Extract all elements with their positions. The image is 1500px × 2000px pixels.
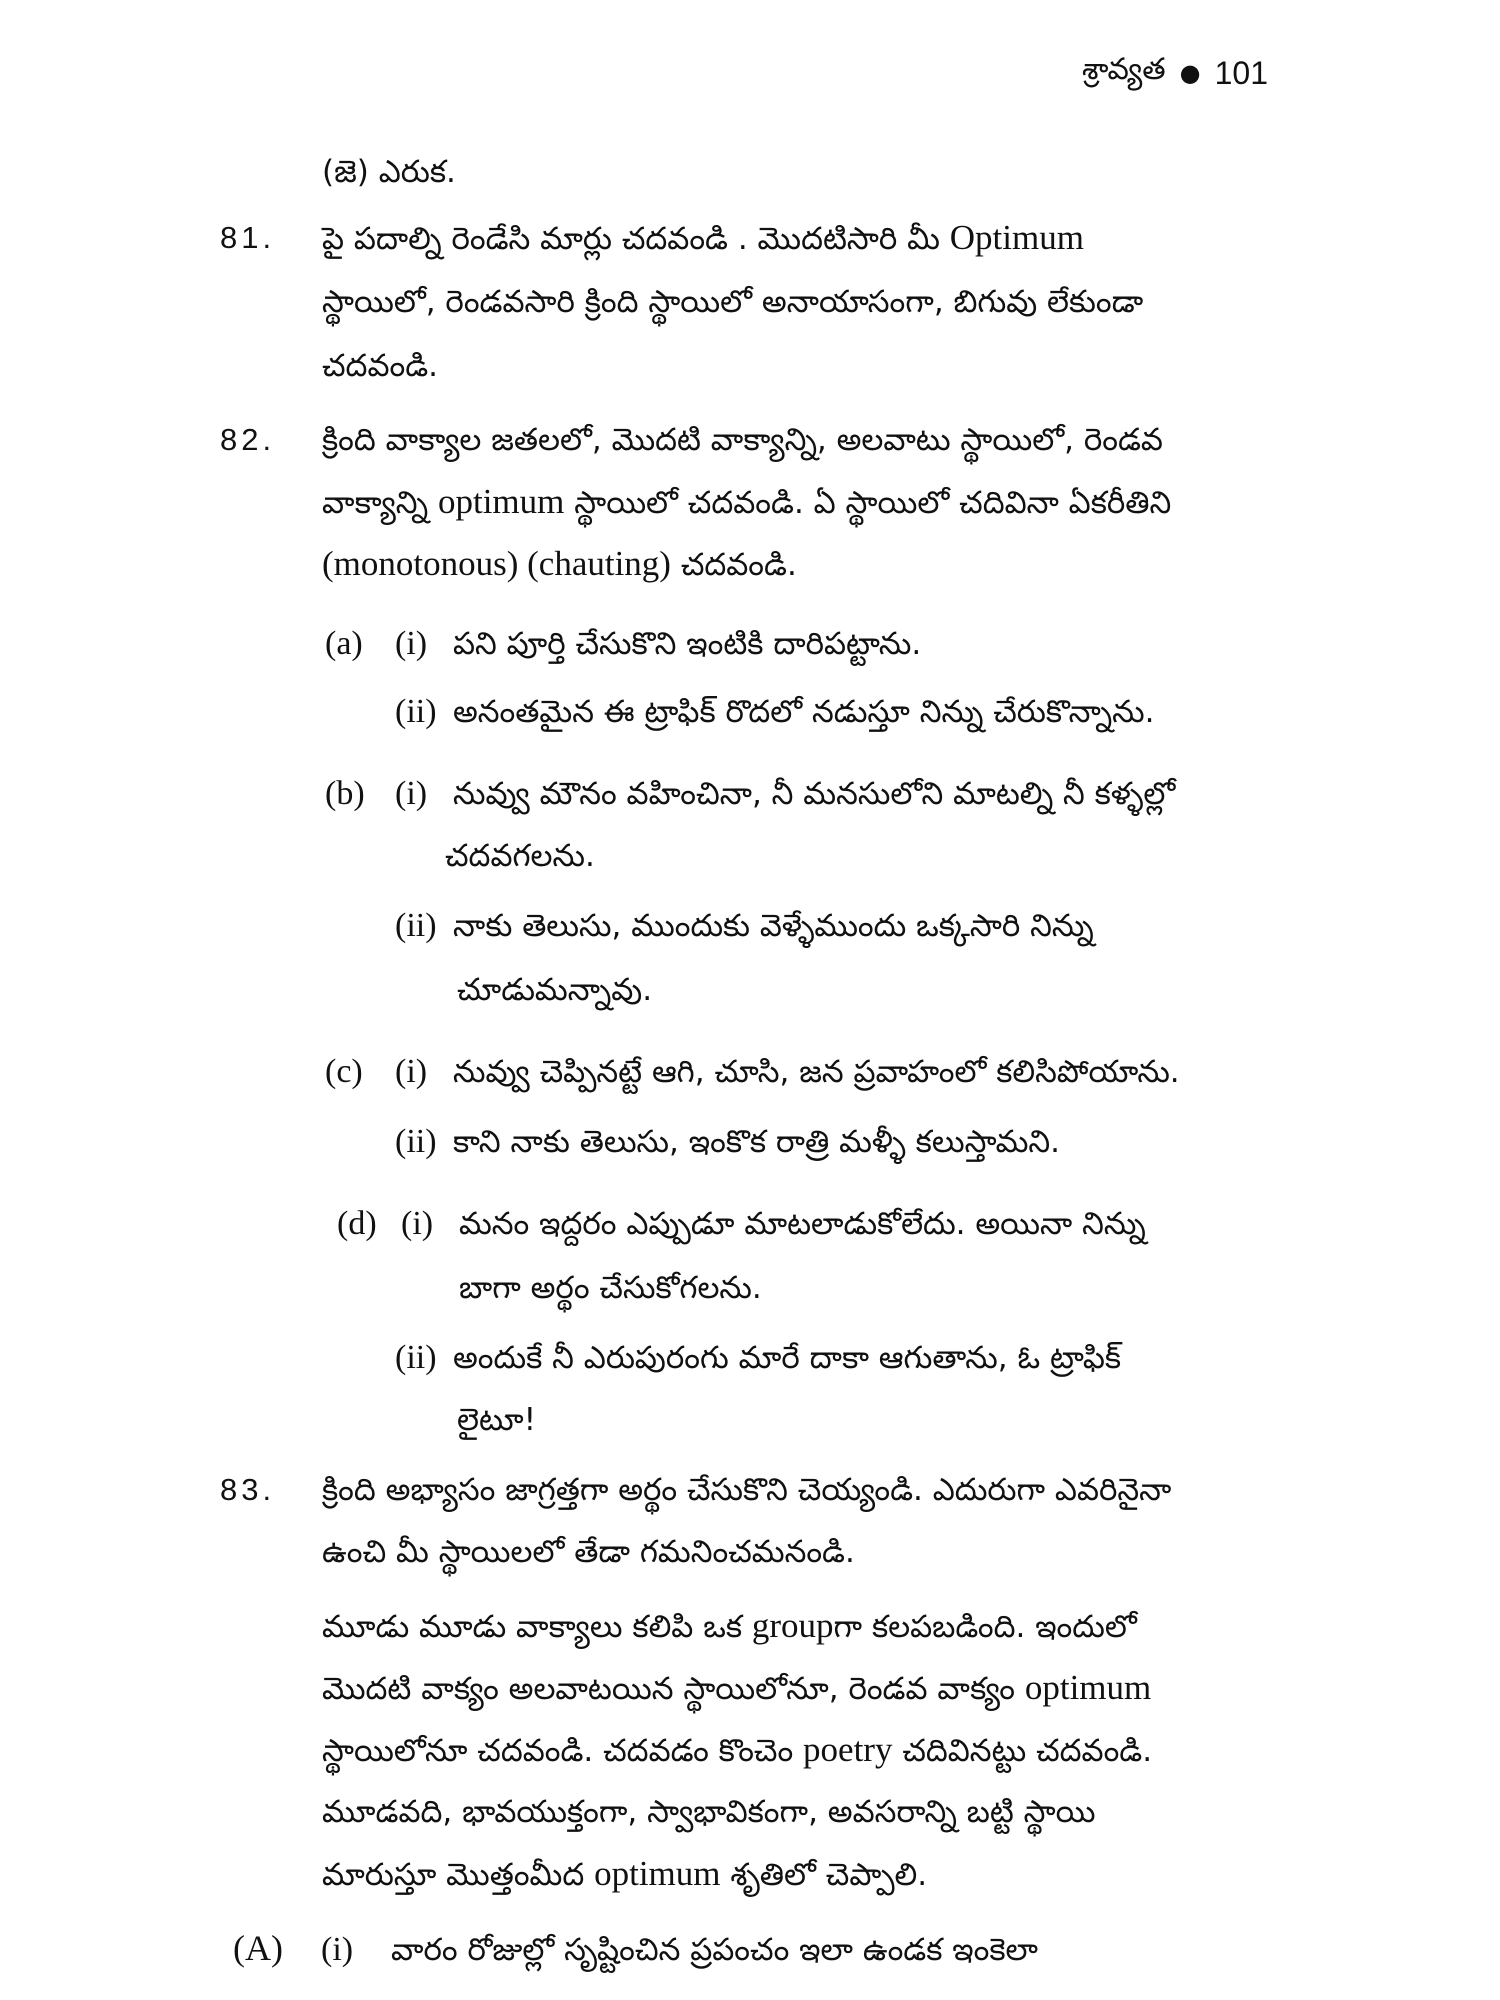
q83-p3-term: poetry bbox=[803, 1730, 893, 1769]
q83-p1-text-c: గా కలపబడింది. ఇందులో bbox=[833, 1609, 1137, 1645]
chapter-title: శ్రావ్యత bbox=[1082, 52, 1166, 87]
label-A-i: (i) bbox=[321, 1931, 354, 1968]
item-j: (జె) ఎరుక. bbox=[322, 154, 456, 190]
item-d-i bbox=[337, 1204, 1146, 1244]
q83-para-line-2 bbox=[322, 1668, 1151, 1709]
q81-line-2: స్థాయిలో, రెండవసారి క్రింది స్థాయిలో అనాయాసంగా, బిగువు లేకుండా bbox=[322, 284, 1144, 320]
q82-line-3 bbox=[322, 544, 797, 585]
item-a-i bbox=[325, 624, 921, 664]
q83-para-line-5 bbox=[322, 1854, 927, 1895]
page-number: 101 bbox=[1214, 54, 1268, 91]
label-b: (b) bbox=[325, 775, 365, 812]
q83-line-1: క్రింది అభ్యాసం జాగ్రత్తగా అర్థం చేసుకొని చెయ్యండి. ఎదురుగా ఎవరినైనా bbox=[322, 1472, 1172, 1508]
q82-text-c: స్థాయిలో చదవండి. ఏ స్థాయిలో చదివినా ఏకరీతిని bbox=[564, 485, 1172, 521]
item-A-i bbox=[233, 1928, 1038, 1970]
item-b-i-cont: చదవగలను. bbox=[445, 838, 595, 874]
running-header bbox=[1082, 52, 1268, 94]
label-d: (d) bbox=[337, 1205, 377, 1242]
q82-terms: (monotonous) (chauting) bbox=[322, 544, 671, 583]
item-b-i bbox=[325, 774, 1175, 814]
item-a-ii bbox=[395, 692, 1155, 732]
item-d-ii bbox=[395, 1338, 1121, 1378]
q82-term: optimum bbox=[437, 482, 565, 521]
text-c-ii: కాని నాకు తెలుసు, ఇంకొక రాత్రి మళ్ళీ కలుస్తామని. bbox=[453, 1124, 1060, 1160]
label-d-i: (i) bbox=[401, 1205, 434, 1242]
q83-p3-text-c: చదివినట్టు చదవండి. bbox=[892, 1733, 1153, 1769]
item-d-ii-cont: లైటూ! bbox=[457, 1402, 537, 1438]
question-number-82: 82. bbox=[220, 422, 276, 457]
label-c-i: (i) bbox=[395, 1053, 428, 1090]
q82-line-2 bbox=[322, 482, 1171, 523]
label-a-ii: (ii) bbox=[395, 693, 437, 730]
q82-text-end: చదవండి. bbox=[670, 547, 797, 583]
q81-term: Optimum bbox=[949, 218, 1084, 257]
label-c-ii: (ii) bbox=[395, 1123, 437, 1160]
q83-p5-text-a: మారుస్తూ మొత్తంమీద bbox=[322, 1857, 595, 1893]
item-b-ii-cont: చూడుమన్నావు. bbox=[457, 972, 653, 1008]
bullet-icon: ● bbox=[1179, 59, 1201, 87]
q83-p5-text-c: శృతిలో చెప్పాలి. bbox=[720, 1857, 928, 1893]
q83-p2-term: optimum bbox=[1024, 1668, 1152, 1707]
item-b-ii bbox=[395, 906, 1094, 946]
q82-text-a: వాక్యాన్ని bbox=[322, 485, 438, 521]
text-d-i: మనం ఇద్దరం ఎప్పుడూ మాటలాడుకోలేదు. అయినా నిన్ను bbox=[459, 1206, 1146, 1242]
text-b-ii: నాకు తెలుసు, ముందుకు వెళ్ళేముందు ఒక్కసారి నిన్ను bbox=[453, 908, 1094, 944]
q83-p5-term: optimum bbox=[594, 1854, 721, 1893]
q83-para-line-1 bbox=[322, 1606, 1137, 1647]
text-c-i: నువ్వు చెప్పినట్టే ఆగి, చూసి, జన ప్రవాహంలో కలిసిపోయాను. bbox=[453, 1054, 1180, 1090]
q83-line-2: ఉంచి మీ స్థాయిలలో తేడా గమనించమనండి. bbox=[322, 1534, 855, 1570]
question-number-83: 83. bbox=[220, 1472, 276, 1507]
text-A-i: వారం రోజుల్లో సృష్టించిన ప్రపంచం ఇలా ఉండక ఇంకెలా bbox=[391, 1932, 1038, 1968]
label-d-ii: (ii) bbox=[395, 1339, 437, 1376]
q82-line-1: క్రింది వాక్యాల జతలలో, మొదటి వాక్యాన్ని, అలవాటు స్థాయిలో, రెండవ bbox=[322, 422, 1163, 458]
text-b-i: నువ్వు మౌనం వహించినా, నీ మనసులోని మాటల్ని నీ కళ్ళల్లో bbox=[453, 776, 1176, 812]
q81-line-1 bbox=[322, 218, 1084, 259]
q83-p2-text-a: మొదటి వాక్యం అలవాటయిన స్థాయిలోనూ, రెండవ వాక్యం bbox=[322, 1671, 1025, 1707]
item-c-ii bbox=[395, 1122, 1060, 1162]
text-a-i: పని పూర్తి చేసుకొని ఇంటికి దారిపట్టాను. bbox=[453, 626, 922, 662]
question-number-81: 81. bbox=[220, 220, 276, 255]
label-A: (A) bbox=[233, 1928, 283, 1968]
label-b-i: (i) bbox=[395, 775, 428, 812]
label-a: (a) bbox=[325, 625, 363, 662]
label-b-ii: (ii) bbox=[395, 907, 437, 944]
text-a-ii: అనంతమైన ఈ ట్రాఫిక్ రొదలో నడుస్తూ నిన్ను చేరుకొన్నాను. bbox=[453, 694, 1155, 730]
q83-para-line-3 bbox=[322, 1730, 1152, 1771]
text-d-ii: అందుకే నీ ఎరుపురంగు మారే దాకా ఆగుతాను, ఓ ట్రాఫిక్ bbox=[453, 1340, 1122, 1376]
item-c-i bbox=[325, 1052, 1180, 1092]
item-d-i-cont: బాగా అర్థం చేసుకోగలను. bbox=[459, 1270, 762, 1306]
label-c: (c) bbox=[325, 1053, 363, 1090]
q83-para-line-4: మూడవది, భావయుక్తంగా, స్వాభావికంగా, అవసరాన్ని బట్టి స్థాయి bbox=[322, 1794, 1096, 1830]
q83-p3-text-a: స్థాయిలోనూ చదవండి. చదవడం కొంచెం bbox=[322, 1733, 804, 1769]
label-a-i: (i) bbox=[395, 625, 428, 662]
q83-p1-text-a: మూడు మూడు వాక్యాలు కలిపి ఒక bbox=[322, 1609, 752, 1645]
q83-p1-term: group bbox=[751, 1606, 834, 1645]
q81-line-3: చదవండి. bbox=[322, 348, 438, 384]
q81-text: పై పదాల్ని రెండేసి మార్లు చదవండి . మొదటిసారి మీ bbox=[322, 221, 950, 257]
